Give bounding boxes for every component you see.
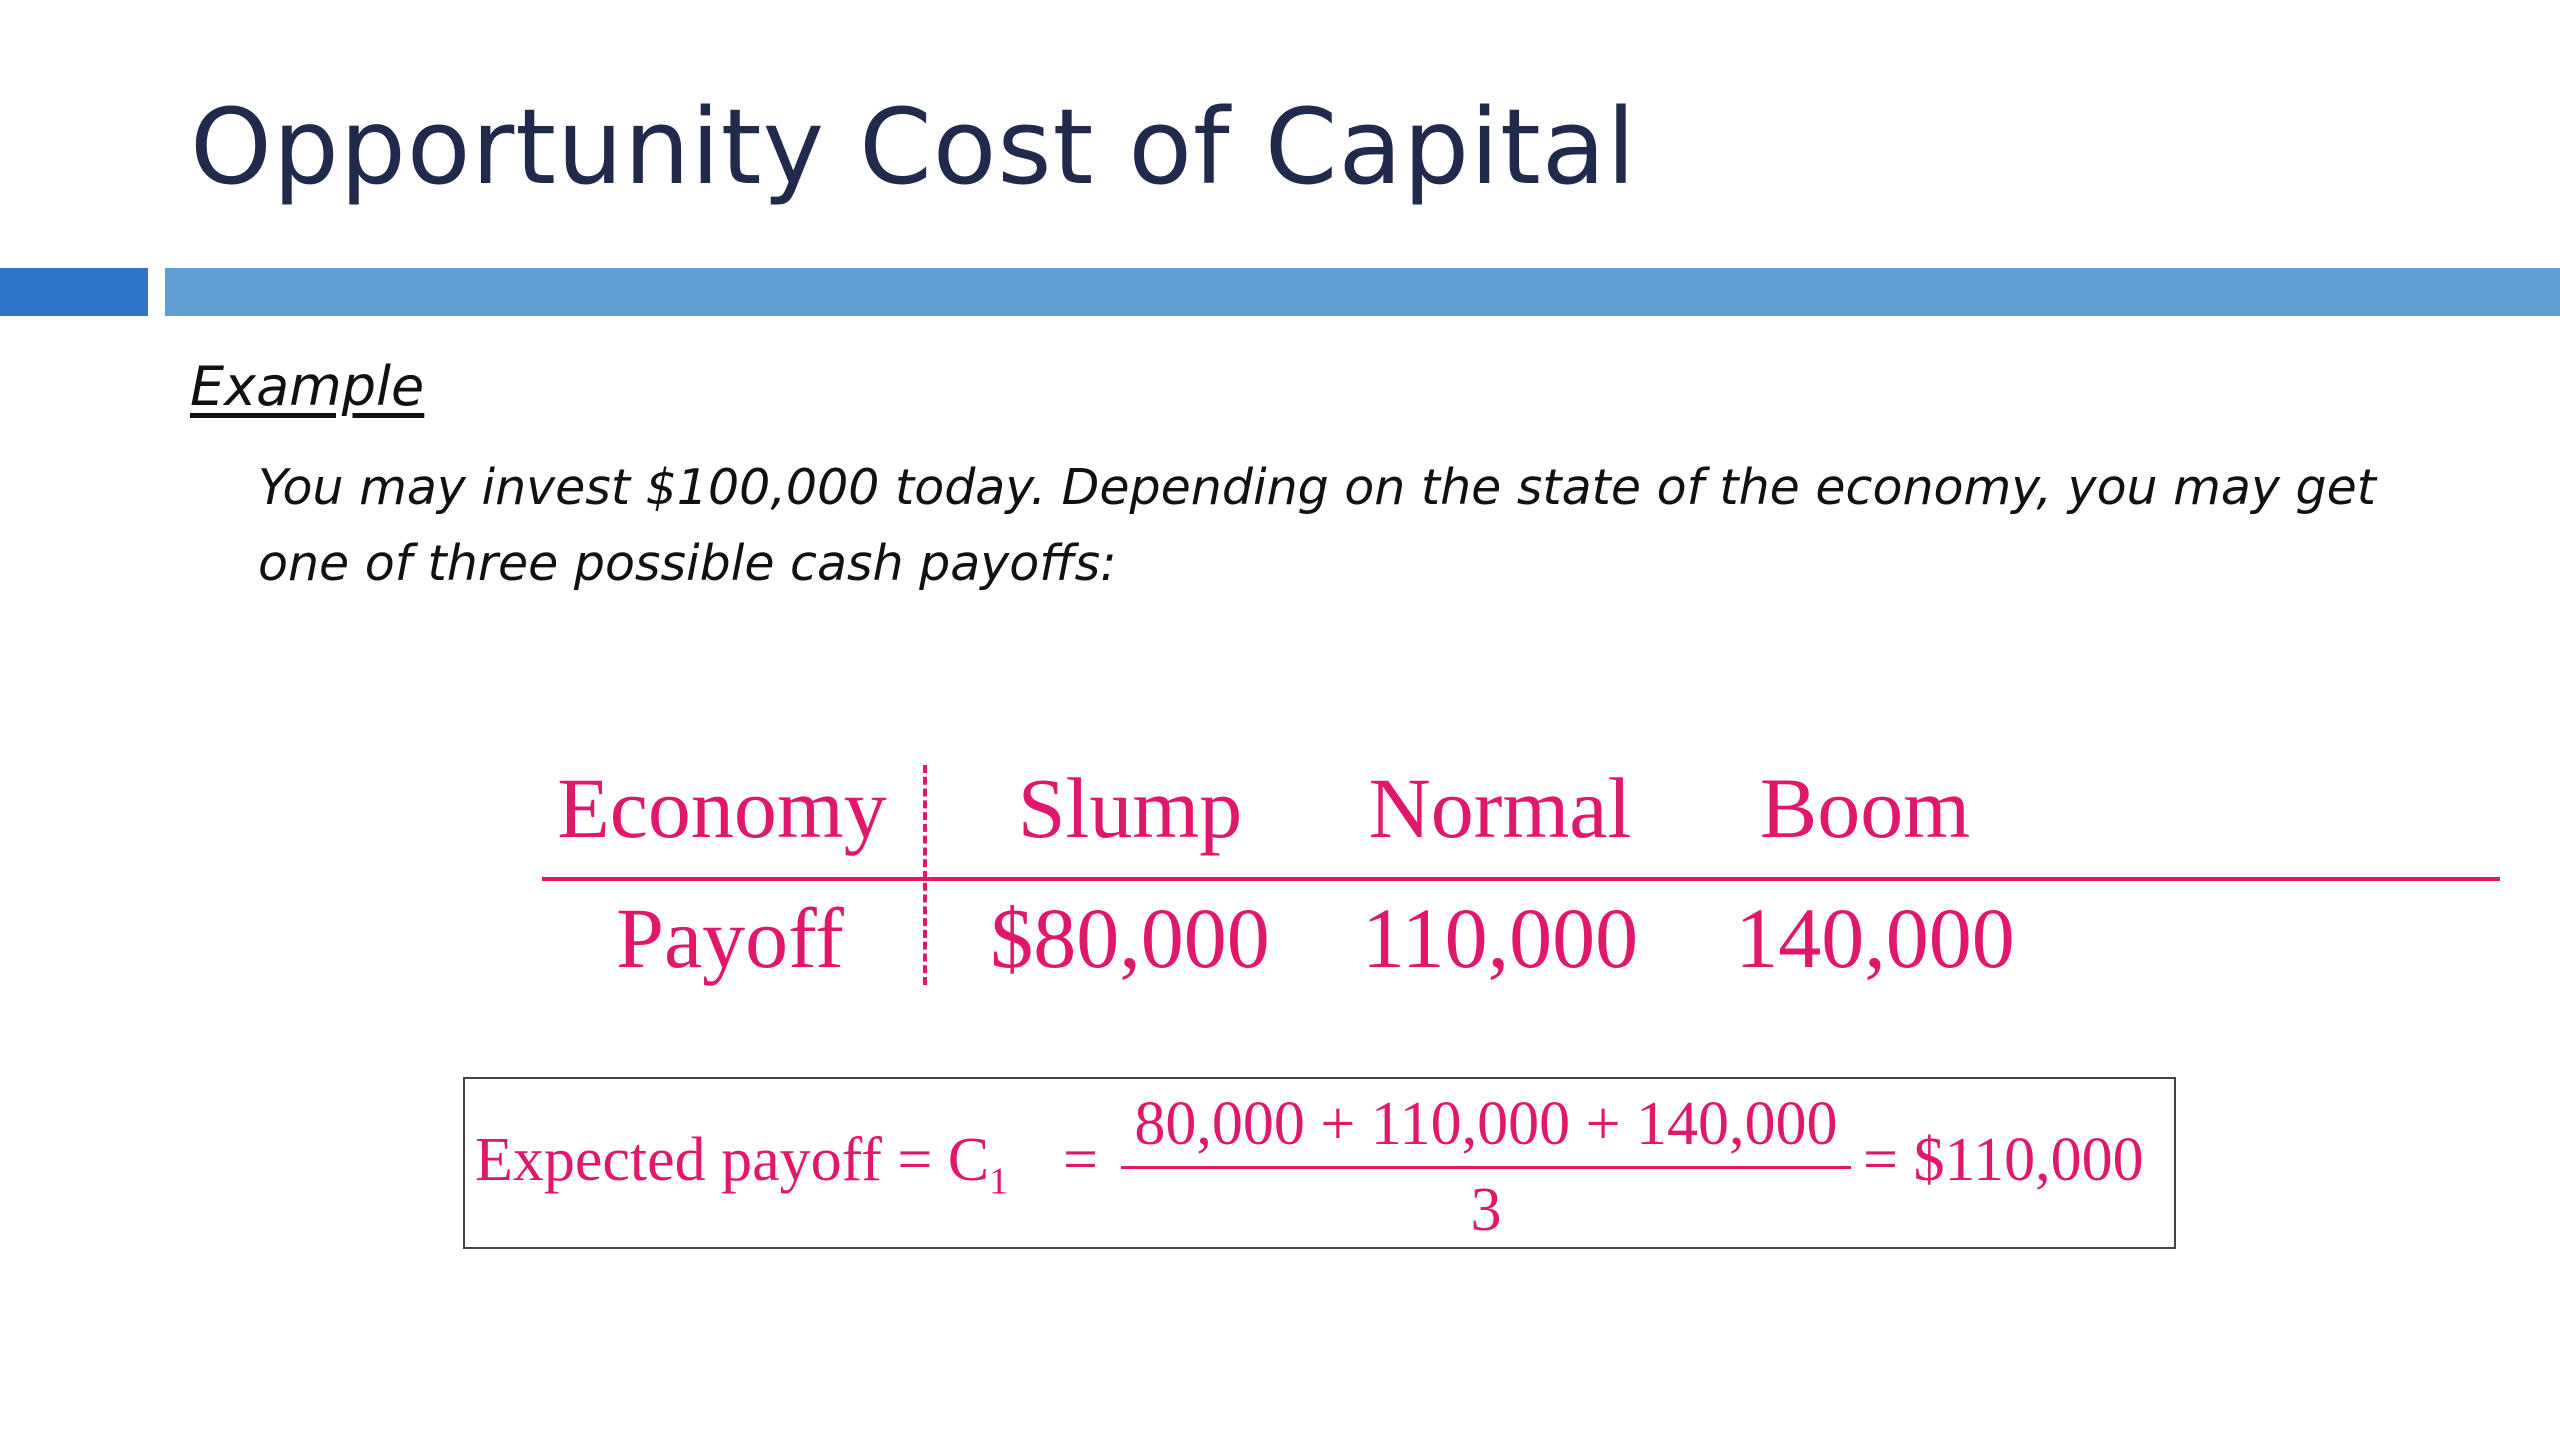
table-divider [923, 765, 927, 985]
formula-result: = $110,000 [1863, 1126, 2144, 1194]
fraction-bar [1121, 1166, 1851, 1169]
table-col-slump: Slump [1017, 760, 1243, 856]
example-label: Example [190, 355, 425, 418]
accent-bar [165, 268, 2560, 316]
table-col-normal: Normal [1368, 760, 1632, 856]
payoff-table [520, 745, 2015, 995]
payoff-slump: $80,000 [990, 890, 1270, 986]
table-header-economy: Economy [557, 760, 887, 856]
table-col-boom: Boom [1759, 760, 1971, 856]
example-text: You may invest $100,000 today. Depending on the state of the economy, you may get one of three possible cash payoffs: [258, 459, 2376, 592]
formula-lhs-text: Expected payoff = C [475, 1126, 990, 1194]
formula-subscript: 1 [989, 1160, 1009, 1203]
slide-title: Opportunity Cost of Capital [190, 86, 1637, 208]
table-rule [542, 877, 2500, 881]
table-header-payoff: Payoff [616, 890, 844, 986]
accent-bar-left [0, 268, 148, 316]
formula-lhs [475, 1126, 1009, 1203]
formula-denominator: 3 [1470, 1176, 1502, 1244]
payoff-normal: 110,000 [1361, 890, 1639, 986]
expected-payoff-formula [463, 1077, 2176, 1249]
formula-equals: = [1063, 1126, 1098, 1194]
payoff-boom: 140,000 [1735, 890, 2015, 986]
formula-numerator: 80,000 + 110,000 + 140,000 [1134, 1090, 1838, 1158]
